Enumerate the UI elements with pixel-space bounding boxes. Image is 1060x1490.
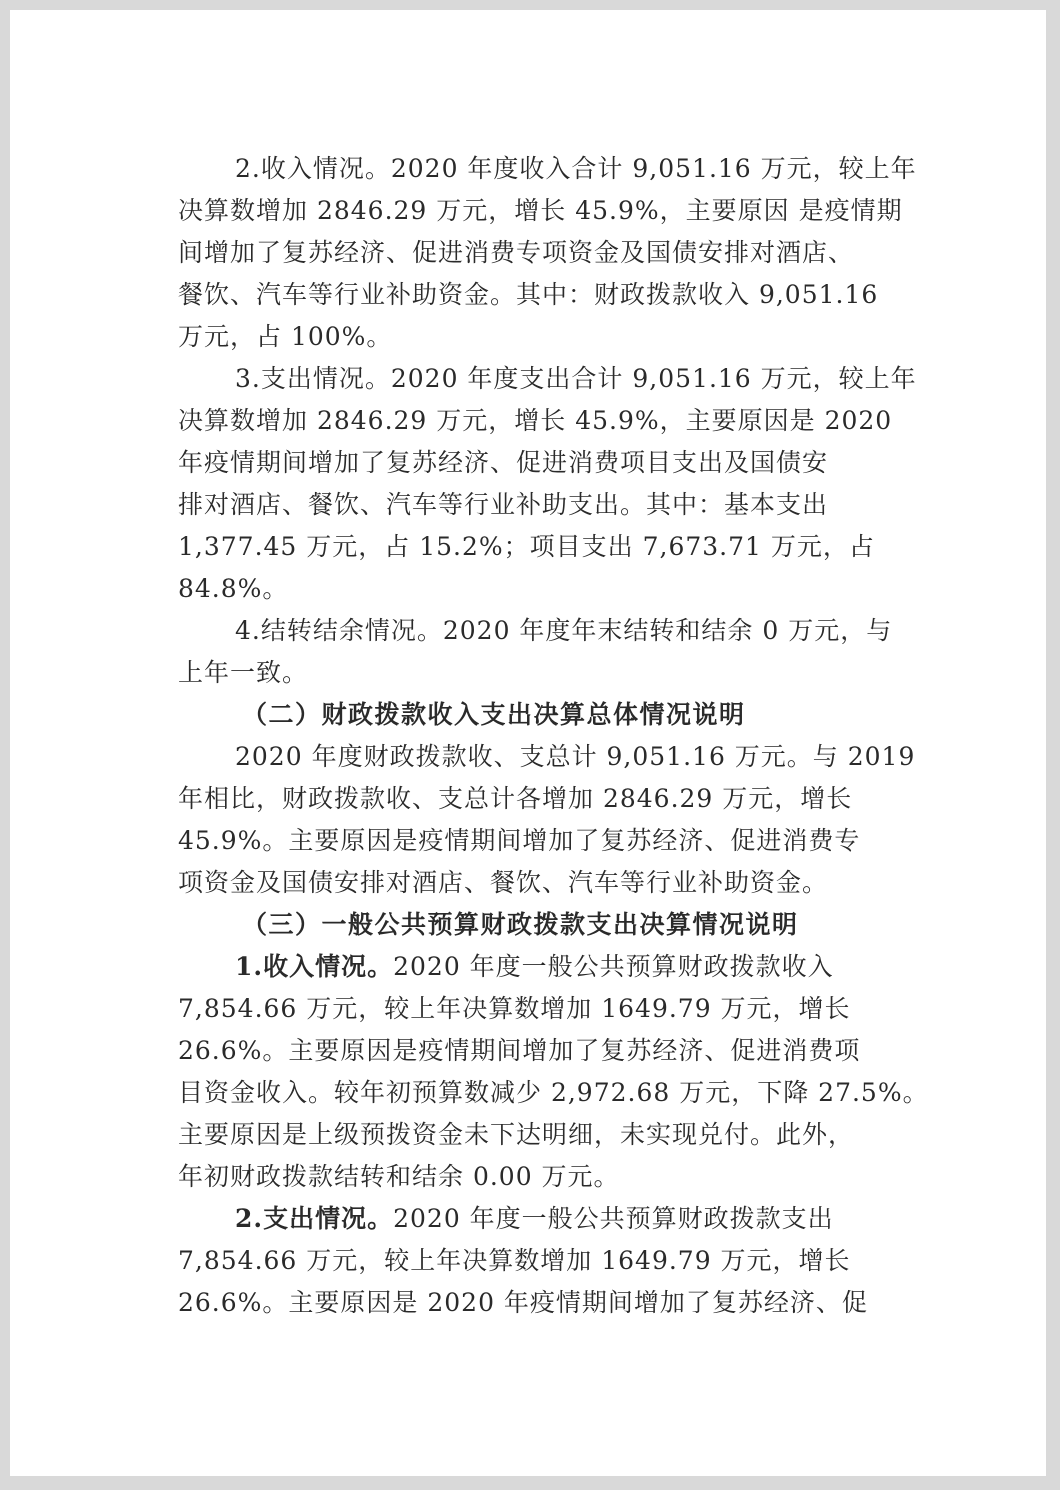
paragraph-line: 餐饮、汽车等行业补助资金。其中：财政拨款收入 9,051.16 <box>178 280 879 309</box>
paragraph-line: 项资金及国债安排对酒店、餐饮、汽车等行业补助资金。 <box>178 868 829 897</box>
paragraph-line: 排对酒店、餐饮、汽车等行业补助支出。其中：基本支出 <box>178 490 829 519</box>
item-text: 2020 年度一般公共预算财政拨款收入 <box>393 952 834 981</box>
paragraph-line: 26.6%。主要原因是 2020 年疫情期间增加了复苏经济、促 <box>178 1288 868 1317</box>
paragraph-line: 2.收入情况。2020 年度收入合计 9,051.16 万元，较上年 <box>235 154 917 183</box>
item-label: 1.收入情况。 <box>235 952 394 981</box>
paragraph-line <box>235 1203 834 1235</box>
paragraph-line: 年疫情期间增加了复苏经济、促进消费项目支出及国债安 <box>178 448 829 477</box>
paragraph-line: 1,377.45 万元，占 15.2%；项目支出 7,673.71 万元，占 <box>178 532 875 561</box>
section-heading: （三）一般公共预算财政拨款支出决算情况说明 <box>242 910 799 939</box>
paragraph-line: 7,854.66 万元，较上年决算数增加 1649.79 万元，增长 <box>178 1246 851 1275</box>
paragraph-line: 2020 年度财政拨款收、支总计 9,051.16 万元。与 2019 <box>235 742 916 771</box>
paragraph-line: 45.9%。主要原因是疫情期间增加了复苏经济、促进消费专 <box>178 826 861 855</box>
paragraph-line: 主要原因是上级预拨资金未下达明细，未实现兑付。此外， <box>178 1120 855 1149</box>
paragraph-line: 间增加了复苏经济、促进消费专项资金及国债安排对酒店、 <box>178 238 855 267</box>
item-text: 2020 年度一般公共预算财政拨款支出 <box>393 1204 834 1233</box>
paragraph-line: 决算数增加 2846.29 万元，增长 45.9%，主要原因 是疫情期 <box>178 196 903 225</box>
paragraph-line: 年相比，财政拨款收、支总计各增加 2846.29 万元，增长 <box>178 784 853 813</box>
paragraph-line: 3.支出情况。2020 年度支出合计 9,051.16 万元，较上年 <box>235 364 917 393</box>
section-heading: （二）财政拨款收入支出决算总体情况说明 <box>242 700 746 729</box>
item-label: 2.支出情况。 <box>235 1204 394 1233</box>
paragraph-line: 7,854.66 万元，较上年决算数增加 1649.79 万元，增长 <box>178 994 851 1023</box>
paragraph-line: 4.结转结余情况。2020 年度年末结转和结余 0 万元，与 <box>235 616 893 645</box>
paragraph-line: 万元，占 100%。 <box>178 322 393 351</box>
paragraph-line: 26.6%。主要原因是疫情期间增加了复苏经济、促进消费项 <box>178 1036 861 1065</box>
paragraph-line <box>235 951 834 983</box>
paragraph-line: 目资金收入。较年初预算数减少 2,972.68 万元，下降 27.5%。 <box>178 1078 929 1107</box>
paragraph-line: 84.8%。 <box>178 574 289 603</box>
paragraph-line: 上年一致。 <box>178 658 309 687</box>
paragraph-line: 年初财政拨款结转和结余 0.00 万元。 <box>178 1162 620 1191</box>
document-page <box>10 10 1046 1476</box>
paragraph-line: 决算数增加 2846.29 万元，增长 45.9%，主要原因是 2020 <box>178 406 893 435</box>
